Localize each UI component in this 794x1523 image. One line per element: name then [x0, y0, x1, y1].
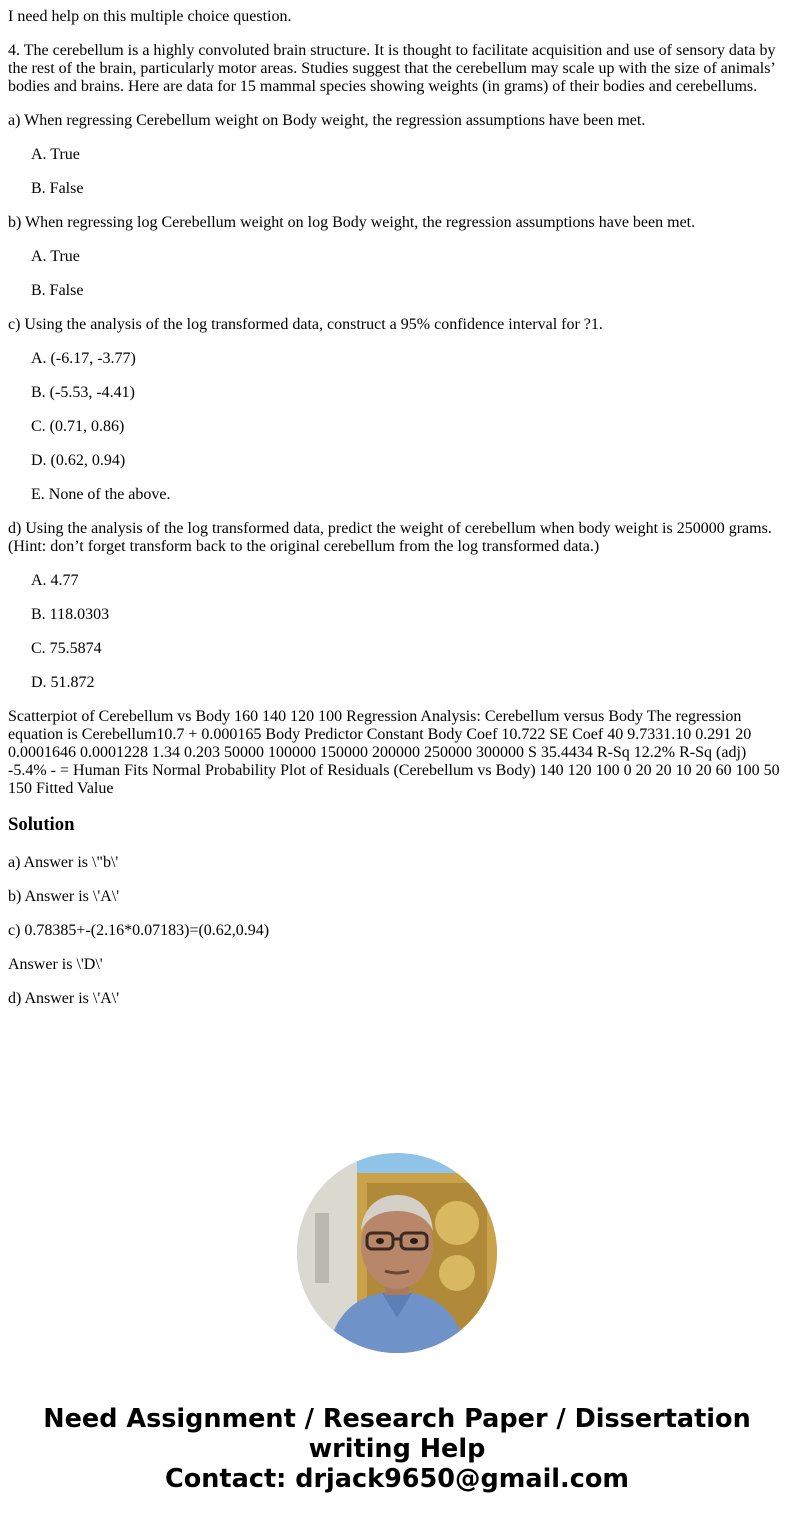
promo-line-2: writing Help	[308, 1434, 486, 1464]
promo-line-1: Need Assignment / Research Paper / Dissertation	[43, 1404, 751, 1434]
solution-heading: Solution	[8, 814, 75, 835]
part-c-option-d: D. (0.62, 0.94)	[31, 452, 126, 469]
part-b-option-b: B. False	[31, 282, 84, 299]
part-c-prompt: c) Using the analysis of the log transformed data, construct a 95% confidence interval for ?1.	[8, 316, 603, 333]
solution-line-b: b) Answer is \'A\'	[8, 888, 120, 905]
author-photo	[297, 1153, 497, 1353]
promo-contact: Contact: drjack9650@gmail.com	[165, 1464, 629, 1494]
part-c-option-e: E. None of the above.	[31, 486, 171, 503]
part-d-option-d: D. 51.872	[31, 674, 95, 691]
part-c-option-a: A. (-6.17, -3.77)	[31, 350, 136, 367]
part-d-option-c: C. 75.5874	[31, 640, 102, 657]
part-c-option-b: B. (-5.53, -4.41)	[31, 384, 135, 401]
part-d-option-b: B. 118.0303	[31, 606, 110, 623]
part-d-prompt: d) Using the analysis of the log transformed data, predict the weight of cerebellum when body weight is 250000 grams. (Hint: don’t forget transform back to the original cerebellum from the log transformed data.)	[8, 520, 772, 555]
part-c-option-c: C. (0.71, 0.86)	[31, 418, 125, 435]
promo-footer	[0, 1404, 794, 1494]
solution-line-c: c) 0.78385+-(2.16*0.07183)=(0.62,0.94)	[8, 922, 270, 939]
part-b-prompt: b) When regressing log Cerebellum weight on log Body weight, the regression assumptions have been met.	[8, 214, 696, 231]
part-a-option-b: B. False	[31, 180, 84, 197]
intro-text: I need help on this multiple choice question.	[8, 8, 292, 25]
author-photo-image	[297, 1153, 497, 1353]
part-a-option-a: A. True	[31, 146, 80, 163]
question-text: 4. The cerebellum is a highly convoluted brain structure. It is thought to facilitate acquisition and use of sensory data by the rest of the brain, particularly motor areas. Studies suggest that the cerebellum may scale up with the size of animals’ bodies and brains. Here are data for 15 mammal species showing weights (in grams) of their bodies and cerebellums.	[8, 42, 776, 95]
part-a-prompt: a) When regressing Cerebellum weight on Body weight, the regression assumptions have been met.	[8, 112, 646, 129]
part-b-option-a: A. True	[31, 248, 80, 265]
solution-line-d: d) Answer is \'A\'	[8, 990, 120, 1007]
part-d-option-a: A. 4.77	[31, 572, 79, 589]
solution-line-a: a) Answer is \"b\'	[8, 854, 119, 871]
figure-ocr-text: Scatterpiot of Cerebellum vs Body 160 140 120 100 Regression Analysis: Cerebellum versus Body The regression equation is Cerebellum10.7 + 0.000165 Body Predictor Constant Body Coef 10.722 SE Coef 40 9.7331.10 0.291 20 0.0001646 0.0001228 1.34 0.203 50000 100000 150000 200000 250000 300000 S 35.4434 R-Sq 12.2% R-Sq (adj) -5.4% - = Human Fits Normal Probability Plot of Residuals (Cerebellum vs Body) 140 120 100 0 20 20 10 20 60 100 50 150 Fitted Value	[8, 708, 780, 797]
solution-line-c-answer: Answer is \'D\'	[8, 956, 103, 973]
